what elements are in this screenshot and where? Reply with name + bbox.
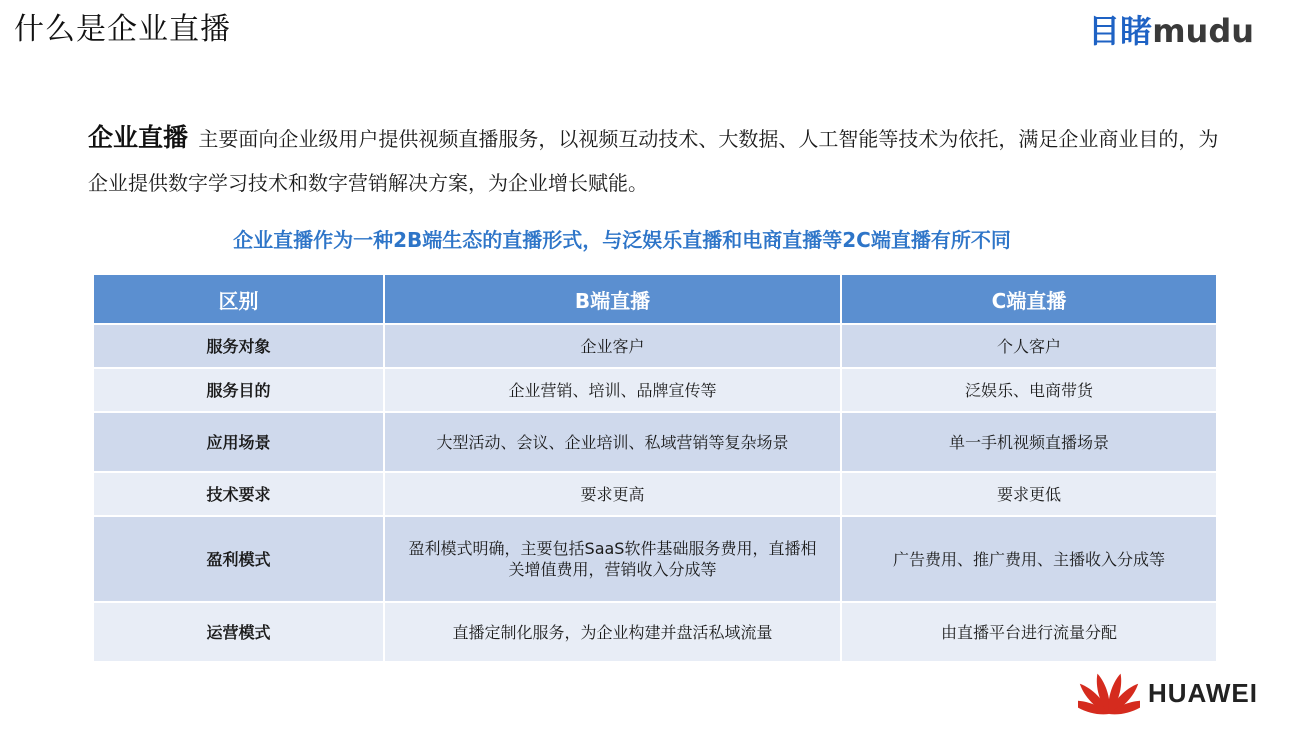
logo-en: mudu	[1152, 12, 1254, 50]
row-label: 技术要求	[93, 472, 384, 516]
page-title: 什么是企业直播	[14, 12, 231, 47]
b2c-cell: 广告费用、推广费用、主播收入分成等	[841, 516, 1217, 602]
header-cell-b2c: C端直播	[841, 274, 1217, 324]
b2b-cell: 企业营销、培训、品牌宣传等	[384, 368, 841, 412]
row-label: 运营模式	[93, 602, 384, 662]
table-header-row	[93, 274, 1217, 324]
b2c-cell: 单一手机视频直播场景	[841, 412, 1217, 472]
table-caption: 企业直播作为一种2B端生态的直播形式，与泛娱乐直播和电商直播等2C端直播有所不同	[233, 228, 1011, 252]
b2b-cell: 企业客户	[384, 324, 841, 368]
intro-text: 主要面向企业级用户提供视频直播服务，以视频互动技术、大数据、人工智能等技术为依托，满足企业商业目的，为企业提供数字学习技术和数字营销解决方案，为企业增长赋能。	[88, 127, 1219, 195]
huawei-wordmark: HUAWEI	[1148, 677, 1258, 708]
intro-paragraph	[88, 116, 1228, 205]
b2c-cell: 泛娱乐、电商带货	[841, 368, 1217, 412]
huawei-flower-icon	[1078, 670, 1140, 716]
comparison-table	[92, 273, 1218, 663]
table-row	[93, 412, 1217, 472]
table-row	[93, 324, 1217, 368]
header-cell-diff: 区别	[93, 274, 384, 324]
b2b-cell: 要求更高	[384, 472, 841, 516]
b2b-cell: 大型活动、会议、企业培训、私域营销等复杂场景	[384, 412, 841, 472]
table-row	[93, 602, 1217, 662]
b2c-cell: 个人客户	[841, 324, 1217, 368]
mudu-logo	[1088, 6, 1254, 52]
table-row	[93, 472, 1217, 516]
logo-cn: 目睹	[1088, 12, 1153, 50]
b2c-cell: 由直播平台进行流量分配	[841, 602, 1217, 662]
intro-lead: 企业直播	[88, 123, 189, 152]
row-label: 服务对象	[93, 324, 384, 368]
row-label: 应用场景	[93, 412, 384, 472]
b2b-cell: 盈利模式明确，主要包括SaaS软件基础服务费用，直播相关增值费用，营销收入分成等	[384, 516, 841, 602]
row-label: 服务目的	[93, 368, 384, 412]
header-cell-b2b: B端直播	[384, 274, 841, 324]
table-row	[93, 516, 1217, 602]
row-label: 盈利模式	[93, 516, 384, 602]
b2b-cell: 直播定制化服务，为企业构建并盘活私域流量	[384, 602, 841, 662]
b2c-cell: 要求更低	[841, 472, 1217, 516]
table-row	[93, 368, 1217, 412]
huawei-logo	[1078, 670, 1258, 716]
